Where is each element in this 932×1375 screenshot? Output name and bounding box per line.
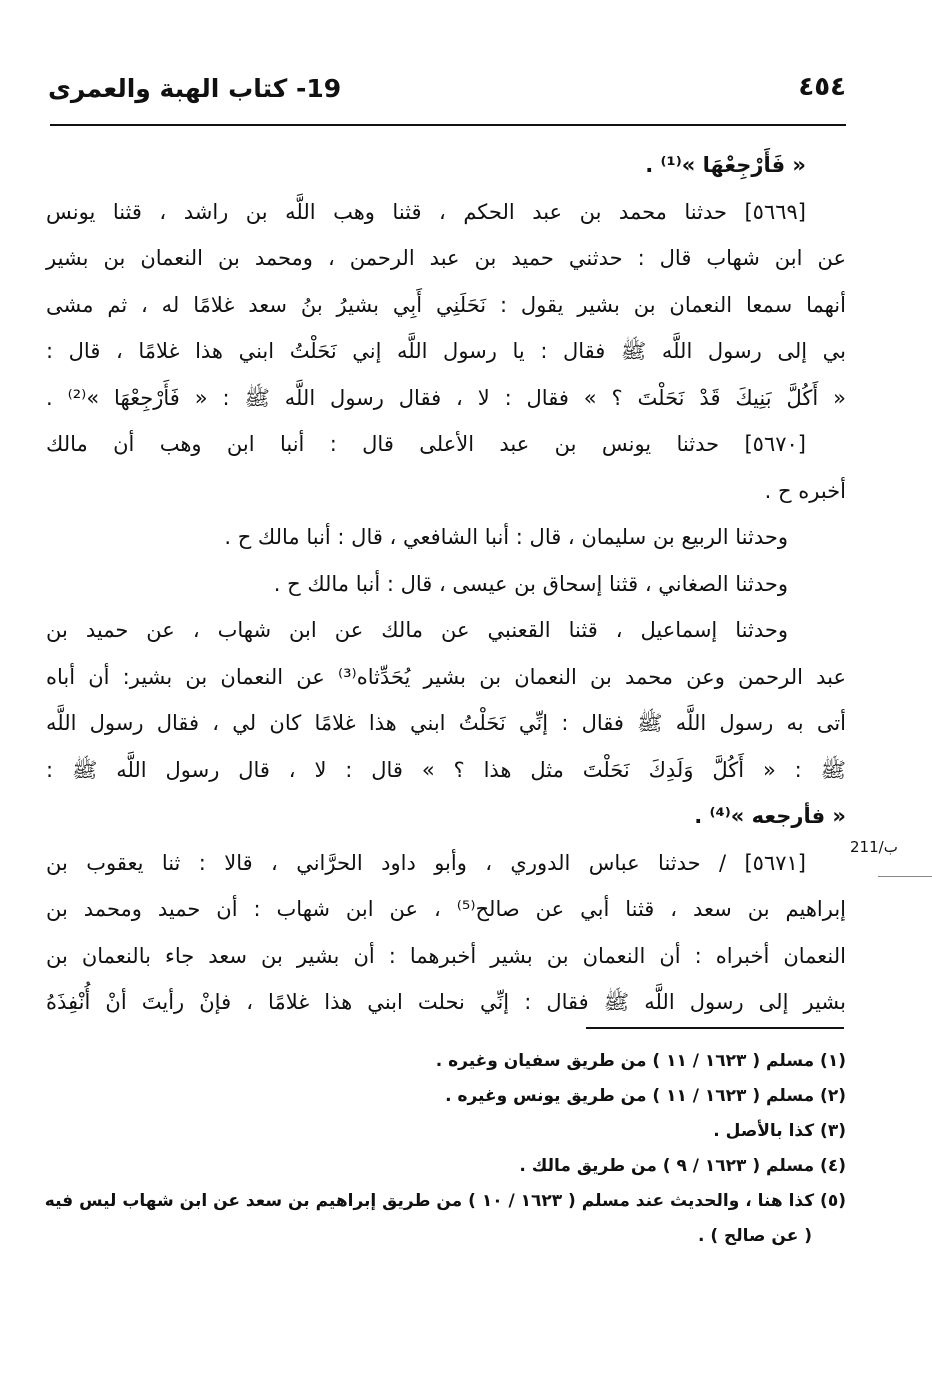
text-line: أخبره ح . — [764, 478, 846, 503]
text-line: أتى به رسول اللَّه ﷺ فقال : إنِّي نَحَلْتُ ابني هذا غلامًا كان لي ، فقال رسول اللَّه — [46, 711, 846, 735]
page-header — [48, 72, 846, 112]
text-line: بشير إلى رسول اللَّه ﷺ فقال : إنِّي نحلت ابني هذا غلامًا ، فإنْ رأيتَ أنْ أُنْفِذَهُ — [46, 990, 846, 1014]
text-line: « أَكُلَّ بَنِيكَ قَدْ نَحَلْتَ ؟ » فقال : لا ، فقال رسول اللَّه ﷺ : « فَأَرْجِعْهَا »⁽²⁾ . — [46, 385, 846, 410]
main-text — [46, 142, 846, 1026]
margin-rule — [878, 876, 932, 877]
text-line: « فأرجعه »⁽⁴⁾ . — [694, 804, 846, 828]
footnote: (١) مسلم ( ١٦٢٣ / ١١ ) من طريق سفيان وغيره . — [435, 1051, 846, 1071]
text-line: ﷺ : « أَكُلَّ وَلَدِكَ نَحَلْتَ مثل هذا ؟ » قال : لا ، قال رسول اللَّه ﷺ : — [46, 757, 846, 782]
text-line: وحدثنا الصغاني ، قثنا إسحاق بن عيسى ، قال : أنبا مالك ح . — [273, 571, 788, 596]
page-number: ٤٥٤ — [798, 72, 846, 102]
text-line: عبد الرحمن وعن محمد بن النعمان بن بشير يُحَدِّثاه⁽³⁾ عن النعمان بن بشير: أن أباه — [46, 664, 846, 689]
footnote: (٣) كذا بالأصل . — [713, 1121, 846, 1141]
manuscript-folio-note: 211/ب — [850, 838, 898, 856]
text-line: النعمان أخبراه : أن النعمان بن بشير أخبرهما : أن بشير بن سعد جاء بالنعمان بن — [46, 943, 846, 968]
hadith-5670-line: [٥٦٧٠] حدثنا يونس بن عبد الأعلى قال : أنبا ابن وهب أن مالك — [46, 432, 806, 456]
footnote: (٢) مسلم ( ١٦٢٣ / ١١ ) من طريق يونس وغيره . — [445, 1086, 846, 1106]
text-line: بي إلى رسول اللَّه ﷺ فقال : يا رسول اللَّه إني نَحَلْتُ ابني هذا غلامًا ، قال : — [46, 339, 846, 363]
footnotes — [40, 1044, 846, 1254]
hadith-5671-line: [٥٦٧١] / حدثنا عباس الدوري ، وأبو داود الحرَّاني ، قالا : ثنا يعقوب بن — [46, 850, 806, 875]
footnote-rule — [586, 1027, 844, 1029]
text-line: أنهما سمعا النعمان بن بشير يقول : نَحَلَنِي أَبِي بشيرُ بنُ سعد غلامًا له ، ثم مشى — [46, 292, 846, 317]
book-title: 19- كتاب الهبة والعمرى — [48, 74, 342, 103]
hadith-5669-line: [٥٦٦٩] حدثنا محمد بن عبد الحكم ، قثنا وهب اللَّه بن راشد ، قثنا يونس — [46, 199, 806, 224]
footnote: (٤) مسلم ( ١٦٢٣ / ٩ ) من طريق مالك . — [519, 1156, 846, 1176]
text-line: عن ابن شهاب قال : حدثني حميد بن عبد الرحمن ، ومحمد بن النعمان بن بشير — [46, 246, 846, 270]
footnote: (٥) كذا هنا ، والحديث عند مسلم ( ١٦٢٣ / ١٠ ) من طريق إبراهيم بن سعد عن ابن شهاب ليس فيه — [44, 1191, 846, 1211]
text-line: وحدثنا إسماعيل ، قثنا القعنبي عن مالك عن ابن شهاب ، عن حميد بن — [46, 618, 788, 642]
text-line: إبراهيم بن سعد ، قثنا أبي عن صالح⁽⁵⁾ ، عن ابن شهاب : أن حميد ومحمد بن — [46, 897, 847, 921]
header-rule — [50, 124, 846, 126]
footnote-continuation: ( عن صالح ) . — [697, 1226, 812, 1246]
text-line: وحدثنا الربيع بن سليمان ، قال : أنبا الشافعي ، قال : أنبا مالك ح . — [224, 525, 788, 549]
text-line: « فَأَرْجِعْهَا »⁽¹⁾ . — [645, 153, 806, 177]
